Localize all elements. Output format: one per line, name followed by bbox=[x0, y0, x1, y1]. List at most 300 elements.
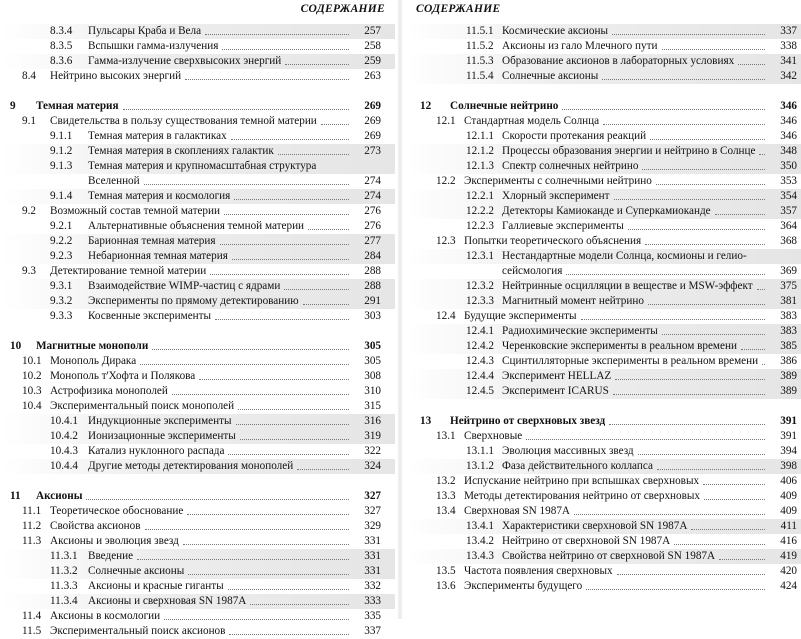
section-number: 12.3 bbox=[436, 235, 456, 247]
section-number: 10.4.4 bbox=[50, 460, 78, 472]
toc-row bbox=[406, 519, 801, 534]
page-number: 409 bbox=[780, 490, 797, 502]
page-number: 341 bbox=[780, 55, 797, 67]
dot-leader bbox=[232, 259, 349, 260]
page-number: 276 bbox=[364, 205, 381, 217]
page-number: 316 bbox=[364, 415, 381, 427]
toc-row bbox=[406, 309, 801, 324]
toc-row bbox=[406, 279, 801, 294]
page-number: 327 bbox=[364, 505, 381, 517]
page-number: 322 bbox=[364, 445, 381, 457]
toc-row bbox=[406, 114, 801, 129]
section-number: 9.1.4 bbox=[50, 190, 73, 202]
page-number: 346 bbox=[780, 100, 797, 112]
dot-leader bbox=[759, 154, 765, 155]
toc-page-left bbox=[0, 0, 395, 637]
toc-row bbox=[0, 189, 395, 204]
section-title: Другие методы детектирования монополей bbox=[88, 460, 294, 472]
toc-row bbox=[0, 54, 395, 69]
section-title: Возможный состав темной материи bbox=[50, 205, 221, 217]
toc-row bbox=[0, 159, 395, 174]
section-title: Свидетельства в пользу существования темной материи bbox=[50, 115, 317, 127]
toc-row bbox=[0, 39, 395, 54]
toc-row bbox=[0, 264, 395, 279]
section-number: 13.6 bbox=[436, 580, 456, 592]
section-number: 13.5 bbox=[436, 565, 456, 577]
section-number: 10.4.2 bbox=[50, 430, 78, 442]
section-number: 13.1 bbox=[436, 430, 456, 442]
section-number: 12.2.2 bbox=[466, 205, 494, 217]
dot-leader bbox=[303, 304, 349, 305]
section-title: Аксионы и эволюция звезд bbox=[50, 535, 179, 547]
page-number: 357 bbox=[780, 205, 797, 217]
toc-spacer bbox=[0, 474, 395, 489]
section-title: Методы детектирования нейтрино от сверхновых bbox=[464, 490, 701, 502]
section-title: Радиохимические эксперименты bbox=[502, 325, 658, 337]
toc-spacer bbox=[406, 399, 801, 414]
dot-leader bbox=[215, 319, 349, 320]
toc-row bbox=[0, 69, 395, 84]
section-title: Экспериментальный поиск монополей bbox=[50, 400, 235, 412]
page-number: 389 bbox=[780, 370, 797, 382]
section-title: Нейтрино от сверхновой SN 1987A bbox=[502, 535, 671, 547]
section-number: 11.5.1 bbox=[466, 25, 494, 37]
section-number: 9.2 bbox=[22, 205, 36, 217]
toc-row bbox=[406, 204, 801, 219]
dot-leader bbox=[220, 244, 349, 245]
toc-row bbox=[406, 369, 801, 384]
page-number: 409 bbox=[780, 505, 797, 517]
section-number: 9.2.1 bbox=[50, 220, 73, 232]
section-number: 11.5.2 bbox=[466, 40, 494, 52]
toc-row bbox=[406, 564, 801, 579]
section-number: 11.2 bbox=[22, 520, 42, 532]
section-number: 10.3 bbox=[22, 385, 42, 397]
dot-leader bbox=[86, 499, 349, 500]
section-title: Небарионная темная материя bbox=[88, 250, 228, 262]
toc-row bbox=[0, 219, 395, 234]
toc-row bbox=[406, 324, 801, 339]
section-title: Аксионы из гало Млечного пути bbox=[502, 40, 658, 52]
dot-leader bbox=[231, 139, 349, 140]
section-number: 9.1.3 bbox=[50, 160, 73, 172]
section-title: Аксионы в космологии bbox=[50, 610, 161, 622]
dot-leader bbox=[321, 124, 349, 125]
section-number: 13.3 bbox=[436, 490, 456, 502]
page-number: 419 bbox=[780, 550, 797, 562]
dot-leader bbox=[738, 64, 765, 65]
toc-row bbox=[406, 69, 801, 84]
toc-row bbox=[0, 549, 395, 564]
toc-row bbox=[0, 414, 395, 429]
toc-row bbox=[406, 24, 801, 39]
toc-row bbox=[0, 519, 395, 534]
toc-row bbox=[0, 279, 395, 294]
toc-row bbox=[406, 504, 801, 519]
dot-leader bbox=[719, 559, 765, 560]
section-number: 11.3.4 bbox=[50, 595, 78, 607]
dot-leader bbox=[187, 514, 349, 515]
dot-leader bbox=[566, 274, 765, 275]
dot-leader bbox=[172, 394, 349, 395]
toc-chapter-row bbox=[0, 489, 395, 504]
section-title: Магнитные монополи bbox=[36, 340, 149, 352]
page-number: 335 bbox=[364, 610, 381, 622]
section-title: Солнечные нейтрино bbox=[450, 100, 559, 112]
dot-leader bbox=[238, 409, 349, 410]
toc-row bbox=[406, 339, 801, 354]
toc-row bbox=[0, 294, 395, 309]
toc-row bbox=[406, 189, 801, 204]
section-title: Темная материя bbox=[36, 100, 119, 112]
toc-spacer bbox=[0, 84, 395, 99]
section-number: 8.3.4 bbox=[50, 25, 73, 37]
toc-row bbox=[0, 174, 395, 189]
section-title: Нейтрино высоких энергий bbox=[50, 70, 182, 82]
dot-leader bbox=[284, 289, 349, 290]
section-title: Попытки теоретического объяснения bbox=[464, 235, 642, 247]
section-number: 10.4 bbox=[22, 400, 42, 412]
page-number: 324 bbox=[364, 460, 381, 472]
section-number: 12.4.1 bbox=[466, 325, 494, 337]
page-number: 327 bbox=[364, 490, 381, 502]
dot-leader bbox=[140, 364, 349, 365]
section-title: Эксперименты по прямому детектированию bbox=[88, 295, 299, 307]
page-number: 310 bbox=[364, 385, 381, 397]
section-title: Аксионы bbox=[36, 490, 83, 502]
page-number: 420 bbox=[780, 565, 797, 577]
section-number: 12.1.1 bbox=[466, 130, 494, 142]
toc-list bbox=[0, 24, 395, 639]
toc-row bbox=[0, 594, 395, 609]
dot-leader bbox=[278, 154, 349, 155]
page-number: 305 bbox=[364, 340, 381, 352]
toc-list bbox=[406, 24, 801, 594]
page-number: 331 bbox=[364, 565, 381, 577]
section-title: Аксионы и красные гиганты bbox=[88, 580, 224, 592]
page-number: 342 bbox=[780, 70, 797, 82]
dot-leader bbox=[715, 214, 765, 215]
dot-leader bbox=[188, 574, 349, 575]
section-number: 12.4.2 bbox=[466, 340, 494, 352]
page-number: 331 bbox=[364, 535, 381, 547]
section-number: 11 bbox=[10, 490, 21, 502]
section-number: 10.1 bbox=[22, 355, 42, 367]
section-title: Галлиевые эксперименты bbox=[502, 220, 624, 232]
dot-leader bbox=[199, 379, 349, 380]
page-number: 263 bbox=[364, 70, 381, 82]
dot-leader bbox=[612, 34, 765, 35]
toc-row bbox=[406, 489, 801, 504]
toc-row bbox=[406, 174, 801, 189]
dot-leader bbox=[628, 229, 765, 230]
section-title: Образование аксионов в лабораторных условиях bbox=[502, 55, 735, 67]
page-number: 391 bbox=[780, 415, 797, 427]
page-number: 375 bbox=[780, 280, 797, 292]
section-number: 9.1.1 bbox=[50, 130, 73, 142]
page-number: 269 bbox=[364, 130, 381, 142]
section-title: Фаза действительного коллапса bbox=[502, 460, 653, 472]
section-title: Монополь Дирака bbox=[50, 355, 137, 367]
section-number: 9.3 bbox=[22, 265, 36, 277]
page-number: 329 bbox=[364, 520, 381, 532]
page-number: 353 bbox=[780, 175, 797, 187]
page-number: 269 bbox=[364, 100, 381, 112]
page-number: 348 bbox=[780, 145, 797, 157]
dot-leader bbox=[662, 49, 765, 50]
dot-leader bbox=[308, 229, 349, 230]
section-number: 13.1.1 bbox=[466, 445, 494, 457]
section-title: сейсмология bbox=[502, 265, 563, 277]
dot-leader bbox=[185, 79, 349, 80]
page-number: 288 bbox=[364, 265, 381, 277]
section-number: 12.4.5 bbox=[466, 385, 494, 397]
dot-leader bbox=[602, 79, 765, 80]
section-title: Испускание нейтрино при вспышках сверхновых bbox=[464, 475, 700, 487]
toc-row bbox=[0, 24, 395, 39]
dot-leader bbox=[741, 349, 765, 350]
section-title: Характеристики сверхновой SN 1987A bbox=[502, 520, 688, 532]
dot-leader bbox=[297, 469, 349, 470]
toc-row bbox=[406, 459, 801, 474]
section-number: 9.3.2 bbox=[50, 295, 73, 307]
dot-leader bbox=[603, 124, 765, 125]
dot-leader bbox=[236, 424, 349, 425]
page-number: 394 bbox=[780, 445, 797, 457]
toc-page-right bbox=[406, 0, 801, 619]
toc-spacer bbox=[0, 324, 395, 339]
page-number: 288 bbox=[364, 280, 381, 292]
toc-chapter-row bbox=[0, 99, 395, 114]
toc-chapter-row bbox=[0, 339, 395, 354]
page-number: 332 bbox=[364, 580, 381, 592]
section-title: Взаимодействие WIMP-частиц с ядрами bbox=[88, 280, 281, 292]
section-number: 8.3.5 bbox=[50, 40, 73, 52]
toc-row bbox=[406, 384, 801, 399]
toc-row bbox=[0, 459, 395, 474]
page-number: 354 bbox=[780, 190, 797, 202]
section-title: Теоретическое обоснование bbox=[50, 505, 184, 517]
section-number: 13.1.2 bbox=[466, 460, 494, 472]
toc-row bbox=[0, 444, 395, 459]
section-number: 13.4 bbox=[436, 505, 456, 517]
section-number: 9.2.2 bbox=[50, 235, 73, 247]
section-title: Свойства аксионов bbox=[50, 520, 141, 532]
page-number: 346 bbox=[780, 130, 797, 142]
toc-row bbox=[0, 624, 395, 639]
section-number: 9.1 bbox=[22, 115, 36, 127]
toc-row bbox=[406, 234, 801, 249]
dot-leader bbox=[662, 334, 765, 335]
page-number: 284 bbox=[364, 250, 381, 262]
section-number: 12.4.4 bbox=[466, 370, 494, 382]
section-title: Экспериментальный поиск аксионов bbox=[50, 625, 226, 637]
section-title: Темная материя в скоплениях галактик bbox=[88, 145, 274, 157]
dot-leader bbox=[224, 214, 349, 215]
book-gutter bbox=[397, 0, 403, 619]
page-number: 273 bbox=[364, 145, 381, 157]
section-number: 12.4 bbox=[436, 310, 456, 322]
page-number: 315 bbox=[364, 400, 381, 412]
section-title: Косвенные эксперименты bbox=[88, 310, 212, 322]
dot-leader bbox=[656, 184, 765, 185]
section-title: Космические аксионы bbox=[502, 25, 609, 37]
page-number: 337 bbox=[364, 625, 381, 637]
dot-leader bbox=[526, 439, 765, 440]
toc-row bbox=[406, 579, 801, 594]
section-number: 11.3 bbox=[22, 535, 42, 547]
section-number: 11.3.1 bbox=[50, 550, 78, 562]
page-number: 303 bbox=[364, 310, 381, 322]
dot-leader bbox=[152, 349, 349, 350]
toc-row bbox=[0, 399, 395, 414]
section-number: 11.3.3 bbox=[50, 580, 78, 592]
toc-row bbox=[0, 249, 395, 264]
toc-row bbox=[0, 579, 395, 594]
page-number: 383 bbox=[780, 310, 797, 322]
section-title: Пульсары Краба и Вела bbox=[88, 25, 202, 37]
page-number: 274 bbox=[364, 175, 381, 187]
toc-row bbox=[0, 504, 395, 519]
section-number: 13.4.2 bbox=[466, 535, 494, 547]
toc-row bbox=[0, 129, 395, 144]
page-number: 381 bbox=[780, 295, 797, 307]
section-number: 9.2.3 bbox=[50, 250, 73, 262]
page-number: 319 bbox=[364, 430, 381, 442]
section-title: Эксперименты с солнечными нейтрино bbox=[464, 175, 652, 187]
section-number: 13.2 bbox=[436, 475, 456, 487]
section-number: 12 bbox=[420, 100, 432, 112]
section-title: Процессы образования энергии и нейтрино в Солнце bbox=[502, 145, 756, 157]
section-number: 11.1 bbox=[22, 505, 42, 517]
toc-row bbox=[0, 309, 395, 324]
section-number: 12.1.3 bbox=[466, 160, 494, 172]
toc-spacer bbox=[406, 84, 801, 99]
dot-leader bbox=[581, 319, 765, 320]
section-number: 9.3.1 bbox=[50, 280, 73, 292]
dot-leader bbox=[145, 529, 349, 530]
section-title: Вспышки гамма-излучения bbox=[88, 40, 219, 52]
section-title: Скорости протекания реакций bbox=[502, 130, 647, 142]
page-number: 424 bbox=[780, 580, 797, 592]
section-number: 10 bbox=[10, 340, 22, 352]
section-number: 12.2.1 bbox=[466, 190, 494, 202]
dot-leader bbox=[183, 544, 349, 545]
section-title: Солнечные аксионы bbox=[88, 565, 185, 577]
dot-leader bbox=[240, 439, 349, 440]
toc-row bbox=[0, 534, 395, 549]
toc-chapter-row bbox=[406, 99, 801, 114]
section-number: 12.2 bbox=[436, 175, 456, 187]
section-number: 10.2 bbox=[22, 370, 42, 382]
section-number: 12.2.3 bbox=[466, 220, 494, 232]
dot-leader bbox=[586, 589, 765, 590]
toc-row bbox=[406, 54, 801, 69]
section-title: Детекторы Камиоканде и Суперкамиоканде bbox=[502, 205, 711, 217]
section-number: 12.3.3 bbox=[466, 295, 494, 307]
section-title: Гамма-излучение сверхвысоких энергий bbox=[88, 55, 282, 67]
section-title: Альтернативные объяснения темной материи bbox=[88, 220, 305, 232]
section-title: Нейтрино от сверхновых звезд bbox=[450, 415, 606, 427]
section-title: Введение bbox=[88, 550, 134, 562]
section-title: Аксионы и сверхновая SN 1987A bbox=[88, 595, 247, 607]
section-number: 8.3.6 bbox=[50, 55, 73, 67]
toc-row bbox=[406, 294, 801, 309]
page-number: 369 bbox=[780, 265, 797, 277]
section-title: Детектирование темной материи bbox=[50, 265, 207, 277]
toc-row bbox=[0, 564, 395, 579]
toc-row bbox=[0, 234, 395, 249]
section-title: Астрофизика монополей bbox=[50, 385, 168, 397]
page-number: 389 bbox=[780, 385, 797, 397]
dot-leader bbox=[645, 244, 765, 245]
page-number: 346 bbox=[780, 115, 797, 127]
dot-leader bbox=[574, 514, 765, 515]
section-title: Нейтринные осцилляции в веществе и MSW-эффект bbox=[502, 280, 753, 292]
toc-row bbox=[406, 144, 801, 159]
section-number: 12.4.3 bbox=[466, 355, 494, 367]
toc-row bbox=[0, 609, 395, 624]
dot-leader bbox=[228, 589, 349, 590]
dot-leader bbox=[704, 499, 765, 500]
dot-leader bbox=[144, 184, 349, 185]
toc-row bbox=[406, 129, 801, 144]
toc-row bbox=[406, 549, 801, 564]
page-number: 398 bbox=[780, 460, 797, 472]
toc-row bbox=[406, 474, 801, 489]
dot-leader bbox=[757, 289, 765, 290]
section-title: Черенковские эксперименты в реальном времени bbox=[502, 340, 737, 352]
section-number: 11.5.3 bbox=[466, 55, 494, 67]
dot-leader bbox=[205, 34, 349, 35]
section-title: Частота появления сверхновых bbox=[464, 565, 613, 577]
dot-leader bbox=[250, 604, 349, 605]
dot-leader bbox=[123, 109, 349, 110]
toc-row bbox=[406, 429, 801, 444]
page-number: 416 bbox=[780, 535, 797, 547]
toc-row bbox=[406, 249, 801, 264]
page-number: 277 bbox=[364, 235, 381, 247]
section-title: Сверхновая SN 1987A bbox=[464, 505, 571, 517]
section-title: Катализ нуклонного распада bbox=[88, 445, 225, 457]
section-number: 9.3.3 bbox=[50, 310, 73, 322]
section-number: 12.1 bbox=[436, 115, 456, 127]
section-number: 12.1.2 bbox=[466, 145, 494, 157]
section-number: 9.1.2 bbox=[50, 145, 73, 157]
section-title: Барионная темная материя bbox=[88, 235, 216, 247]
dot-leader bbox=[691, 529, 765, 530]
dot-leader bbox=[638, 454, 765, 455]
section-title: Индукционные эксперименты bbox=[88, 415, 232, 427]
section-title: Магнитный момент нейтрино bbox=[502, 295, 644, 307]
section-number: 8.4 bbox=[22, 70, 36, 82]
section-title: Будущие эксперименты bbox=[464, 310, 577, 322]
toc-row bbox=[406, 159, 801, 174]
toc-chapter-row bbox=[406, 414, 801, 429]
page-number: 350 bbox=[780, 160, 797, 172]
section-title: Спектр солнечных нейтрино bbox=[502, 160, 639, 172]
page-number: 383 bbox=[780, 325, 797, 337]
section-title: Монополь т'Хофта и Полякова bbox=[50, 370, 196, 382]
section-title: Солнечные аксионы bbox=[502, 70, 599, 82]
dot-leader bbox=[222, 49, 349, 50]
toc-row bbox=[406, 39, 801, 54]
dot-leader bbox=[642, 169, 765, 170]
page-header: СОДЕРЖАНИЕ bbox=[300, 3, 385, 15]
toc-row bbox=[0, 384, 395, 399]
toc-row bbox=[406, 264, 801, 279]
toc-row bbox=[406, 534, 801, 549]
